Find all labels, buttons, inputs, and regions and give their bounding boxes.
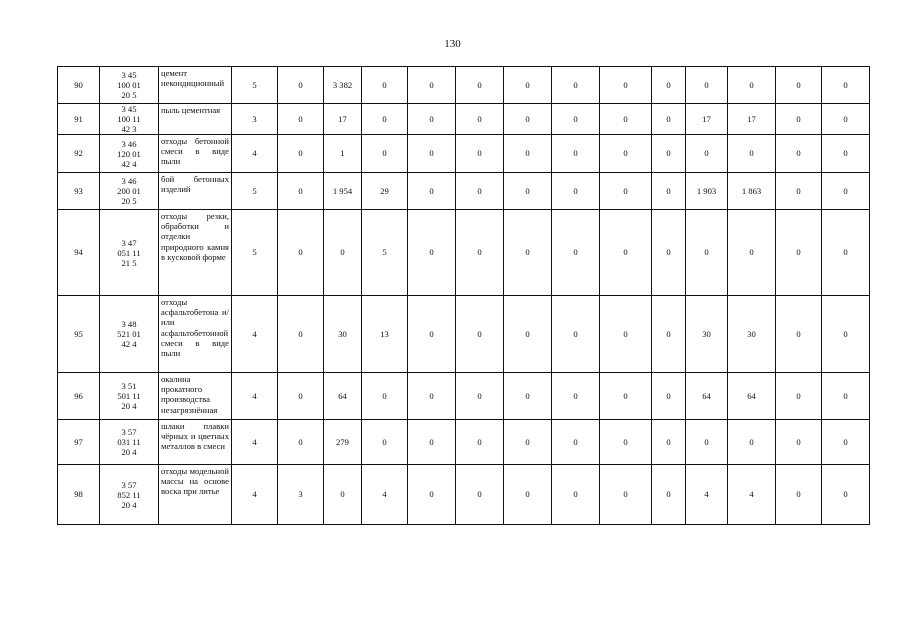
hazard-class: 5	[232, 173, 278, 210]
table-row	[58, 104, 870, 135]
hazard-class: 4	[232, 373, 278, 420]
waste-code-line: 3 46	[121, 176, 137, 186]
cell-c1: 0	[278, 420, 324, 465]
cell-c11: 0	[728, 135, 776, 173]
hazard-class: 4	[232, 296, 278, 373]
cell-c8: 0	[600, 104, 652, 135]
waste-code	[100, 210, 159, 296]
cell-c11: 1 863	[728, 173, 776, 210]
waste-code	[100, 296, 159, 373]
cell-c3: 13	[362, 296, 408, 373]
waste-name	[159, 465, 232, 525]
waste-code-line: 3 57	[121, 479, 137, 490]
cell-c10: 17	[686, 104, 728, 135]
cell-c2: 30	[324, 296, 362, 373]
waste-code-line: 42 4	[121, 339, 137, 349]
waste-code-line: 20 5	[121, 196, 137, 206]
cell-c2: 0	[324, 465, 362, 525]
waste-name: шлаки плавки чёрных и цветных металлов в смеси	[159, 420, 232, 465]
cell-c9: 0	[652, 296, 686, 373]
cell-c10: 4	[686, 465, 728, 525]
waste-code-line: 120 01	[117, 148, 141, 159]
cell-c11: 30	[728, 296, 776, 373]
waste-name: отходы бетонной смеси в виде пыли	[159, 135, 232, 173]
waste-code	[100, 173, 159, 210]
table-row	[58, 373, 870, 420]
cell-c2: 3 382	[324, 67, 362, 104]
cell-c7: 0	[552, 173, 600, 210]
cell-c8: 0	[600, 373, 652, 420]
cell-c5: 0	[456, 104, 504, 135]
cell-c4: 0	[408, 104, 456, 135]
cell-c8: 0	[600, 67, 652, 104]
row-number: 98	[58, 465, 100, 525]
cell-c11: 0	[728, 67, 776, 104]
waste-code-line: 3 48	[121, 319, 137, 329]
waste-code-line: 3 57	[121, 427, 137, 437]
waste-code-line: 100 11	[117, 114, 141, 124]
cell-c8: 0	[600, 465, 652, 525]
cell-c4: 0	[408, 173, 456, 210]
cell-c2: 0	[324, 210, 362, 296]
cell-c3: 4	[362, 465, 408, 525]
cell-c12: 0	[776, 135, 822, 173]
waste-code-line: 521 01	[117, 329, 141, 339]
cell-c9: 0	[652, 67, 686, 104]
cell-c10: 64	[686, 373, 728, 420]
cell-c10: 30	[686, 296, 728, 373]
hazard-class: 5	[232, 210, 278, 296]
cell-c3: 0	[362, 135, 408, 173]
cell-c6: 0	[504, 420, 552, 465]
cell-c6: 0	[504, 296, 552, 373]
cell-c9: 0	[652, 104, 686, 135]
waste-name: пыль цементная	[159, 104, 232, 135]
cell-c7: 0	[552, 210, 600, 296]
waste-name: окалина прокатного производства незагрязнённая	[159, 373, 232, 420]
cell-c13: 0	[822, 296, 870, 373]
waste-code	[100, 67, 159, 104]
cell-c3: 0	[362, 104, 408, 135]
table-row	[58, 420, 870, 465]
cell-c2: 1	[324, 135, 362, 173]
waste-name: отходы асфальтобетона и/или асфальтобетонной смеси в виде пыли	[159, 296, 232, 373]
cell-c8: 0	[600, 210, 652, 296]
cell-c6: 0	[504, 104, 552, 135]
row-number: 96	[58, 373, 100, 420]
waste-code-line: 20 4	[121, 401, 137, 411]
cell-c11: 17	[728, 104, 776, 135]
waste-name: отходы резки, обработки и отделки природного камня в кусковой форме	[159, 210, 232, 296]
cell-c7: 0	[552, 104, 600, 135]
cell-c7: 0	[552, 67, 600, 104]
cell-c3: 0	[362, 67, 408, 104]
cell-c1: 0	[278, 296, 324, 373]
row-number: 97	[58, 420, 100, 465]
hazard-class: 5	[232, 67, 278, 104]
cell-c5: 0	[456, 420, 504, 465]
cell-c3: 0	[362, 420, 408, 465]
cell-c12: 0	[776, 210, 822, 296]
waste-code-line: 20 4	[121, 447, 137, 457]
cell-c13: 0	[822, 67, 870, 104]
cell-c1: 0	[278, 67, 324, 104]
cell-c5: 0	[456, 135, 504, 173]
cell-c5: 0	[456, 67, 504, 104]
cell-c4: 0	[408, 465, 456, 525]
cell-c3: 0	[362, 373, 408, 420]
cell-c1: 3	[278, 465, 324, 525]
row-number: 94	[58, 210, 100, 296]
cell-c7: 0	[552, 465, 600, 525]
table-row	[58, 465, 870, 525]
cell-c5: 0	[456, 465, 504, 525]
cell-c5: 0	[456, 173, 504, 210]
cell-c1: 0	[278, 104, 324, 135]
table-row	[58, 296, 870, 373]
cell-c6: 0	[504, 210, 552, 296]
cell-c13: 0	[822, 420, 870, 465]
waste-table	[57, 66, 870, 525]
waste-code-line: 3 45	[121, 70, 137, 80]
waste-code-line: 051 11	[117, 247, 141, 258]
cell-c9: 0	[652, 373, 686, 420]
cell-c13: 0	[822, 210, 870, 296]
cell-c4: 0	[408, 135, 456, 173]
cell-c9: 0	[652, 210, 686, 296]
waste-code	[100, 104, 159, 135]
cell-c10: 0	[686, 135, 728, 173]
waste-code-line: 3 51	[121, 381, 137, 391]
cell-c4: 0	[408, 210, 456, 296]
row-number: 91	[58, 104, 100, 135]
cell-c5: 0	[456, 210, 504, 296]
cell-c10: 0	[686, 210, 728, 296]
waste-code-line: 031 11	[117, 437, 141, 447]
cell-c12: 0	[776, 104, 822, 135]
cell-c9: 0	[652, 420, 686, 465]
waste-code-line: 20 5	[121, 90, 137, 100]
waste-code-line: 3 45	[121, 104, 137, 114]
cell-c6: 0	[504, 173, 552, 210]
cell-c1: 0	[278, 373, 324, 420]
waste-name: бой бетонных изделий	[159, 173, 232, 210]
cell-c1: 0	[278, 135, 324, 173]
hazard-class: 4	[232, 135, 278, 173]
waste-code-line: 100 01	[117, 80, 141, 90]
waste-code	[100, 373, 159, 420]
waste-code	[100, 420, 159, 465]
cell-c6: 0	[504, 67, 552, 104]
cell-c13: 0	[822, 465, 870, 525]
cell-c11: 0	[728, 210, 776, 296]
cell-c12: 0	[776, 465, 822, 525]
waste-code	[100, 465, 159, 525]
cell-c11: 64	[728, 373, 776, 420]
cell-c12: 0	[776, 173, 822, 210]
cell-c2: 279	[324, 420, 362, 465]
waste-code-line: 20 4	[121, 499, 137, 510]
hazard-class: 4	[232, 420, 278, 465]
row-number: 93	[58, 173, 100, 210]
waste-code	[100, 135, 159, 173]
waste-code-line: 501 11	[117, 391, 141, 401]
cell-c8: 0	[600, 135, 652, 173]
cell-c8: 0	[600, 420, 652, 465]
cell-c4: 0	[408, 296, 456, 373]
cell-c2: 1 954	[324, 173, 362, 210]
cell-c11: 0	[728, 420, 776, 465]
cell-c7: 0	[552, 135, 600, 173]
cell-c11: 4	[728, 465, 776, 525]
cell-c4: 0	[408, 420, 456, 465]
cell-c3: 5	[362, 210, 408, 296]
waste-code-line: 42 4	[121, 158, 137, 169]
cell-c9: 0	[652, 173, 686, 210]
row-number: 90	[58, 67, 100, 104]
waste-code-line: 3 47	[121, 237, 137, 248]
cell-c9: 0	[652, 465, 686, 525]
waste-code-line: 852 11	[117, 489, 141, 500]
waste-name: цемент некондиционный	[159, 67, 232, 104]
cell-c6: 0	[504, 465, 552, 525]
cell-c3: 29	[362, 173, 408, 210]
cell-c6: 0	[504, 135, 552, 173]
table-row	[58, 173, 870, 210]
row-number: 92	[58, 135, 100, 173]
waste-code-line: 200 01	[117, 186, 141, 196]
cell-c1: 0	[278, 173, 324, 210]
cell-c8: 0	[600, 173, 652, 210]
cell-c10: 1 903	[686, 173, 728, 210]
cell-c12: 0	[776, 296, 822, 373]
row-number: 95	[58, 296, 100, 373]
hazard-class: 3	[232, 104, 278, 135]
cell-c12: 0	[776, 373, 822, 420]
cell-c8: 0	[600, 296, 652, 373]
table-row	[58, 135, 870, 173]
cell-c2: 17	[324, 104, 362, 135]
cell-c5: 0	[456, 373, 504, 420]
cell-c12: 0	[776, 67, 822, 104]
cell-c13: 0	[822, 173, 870, 210]
cell-c4: 0	[408, 373, 456, 420]
table-row	[58, 67, 870, 104]
cell-c7: 0	[552, 296, 600, 373]
cell-c9: 0	[652, 135, 686, 173]
waste-code-line: 3 46	[121, 138, 137, 149]
cell-c7: 0	[552, 420, 600, 465]
cell-c4: 0	[408, 67, 456, 104]
cell-c1: 0	[278, 210, 324, 296]
table-row	[58, 210, 870, 296]
waste-code-line: 21 5	[121, 257, 137, 268]
cell-c12: 0	[776, 420, 822, 465]
waste-code-line: 42 3	[121, 124, 137, 134]
page-number: 130	[444, 38, 461, 50]
cell-c10: 0	[686, 420, 728, 465]
hazard-class: 4	[232, 465, 278, 525]
cell-c13: 0	[822, 135, 870, 173]
cell-c2: 64	[324, 373, 362, 420]
cell-c7: 0	[552, 373, 600, 420]
cell-c5: 0	[456, 296, 504, 373]
cell-c13: 0	[822, 373, 870, 420]
cell-c13: 0	[822, 104, 870, 135]
cell-c6: 0	[504, 373, 552, 420]
waste-name-text: отходы модельной массы на основе воска при литье	[161, 466, 229, 497]
cell-c10: 0	[686, 67, 728, 104]
